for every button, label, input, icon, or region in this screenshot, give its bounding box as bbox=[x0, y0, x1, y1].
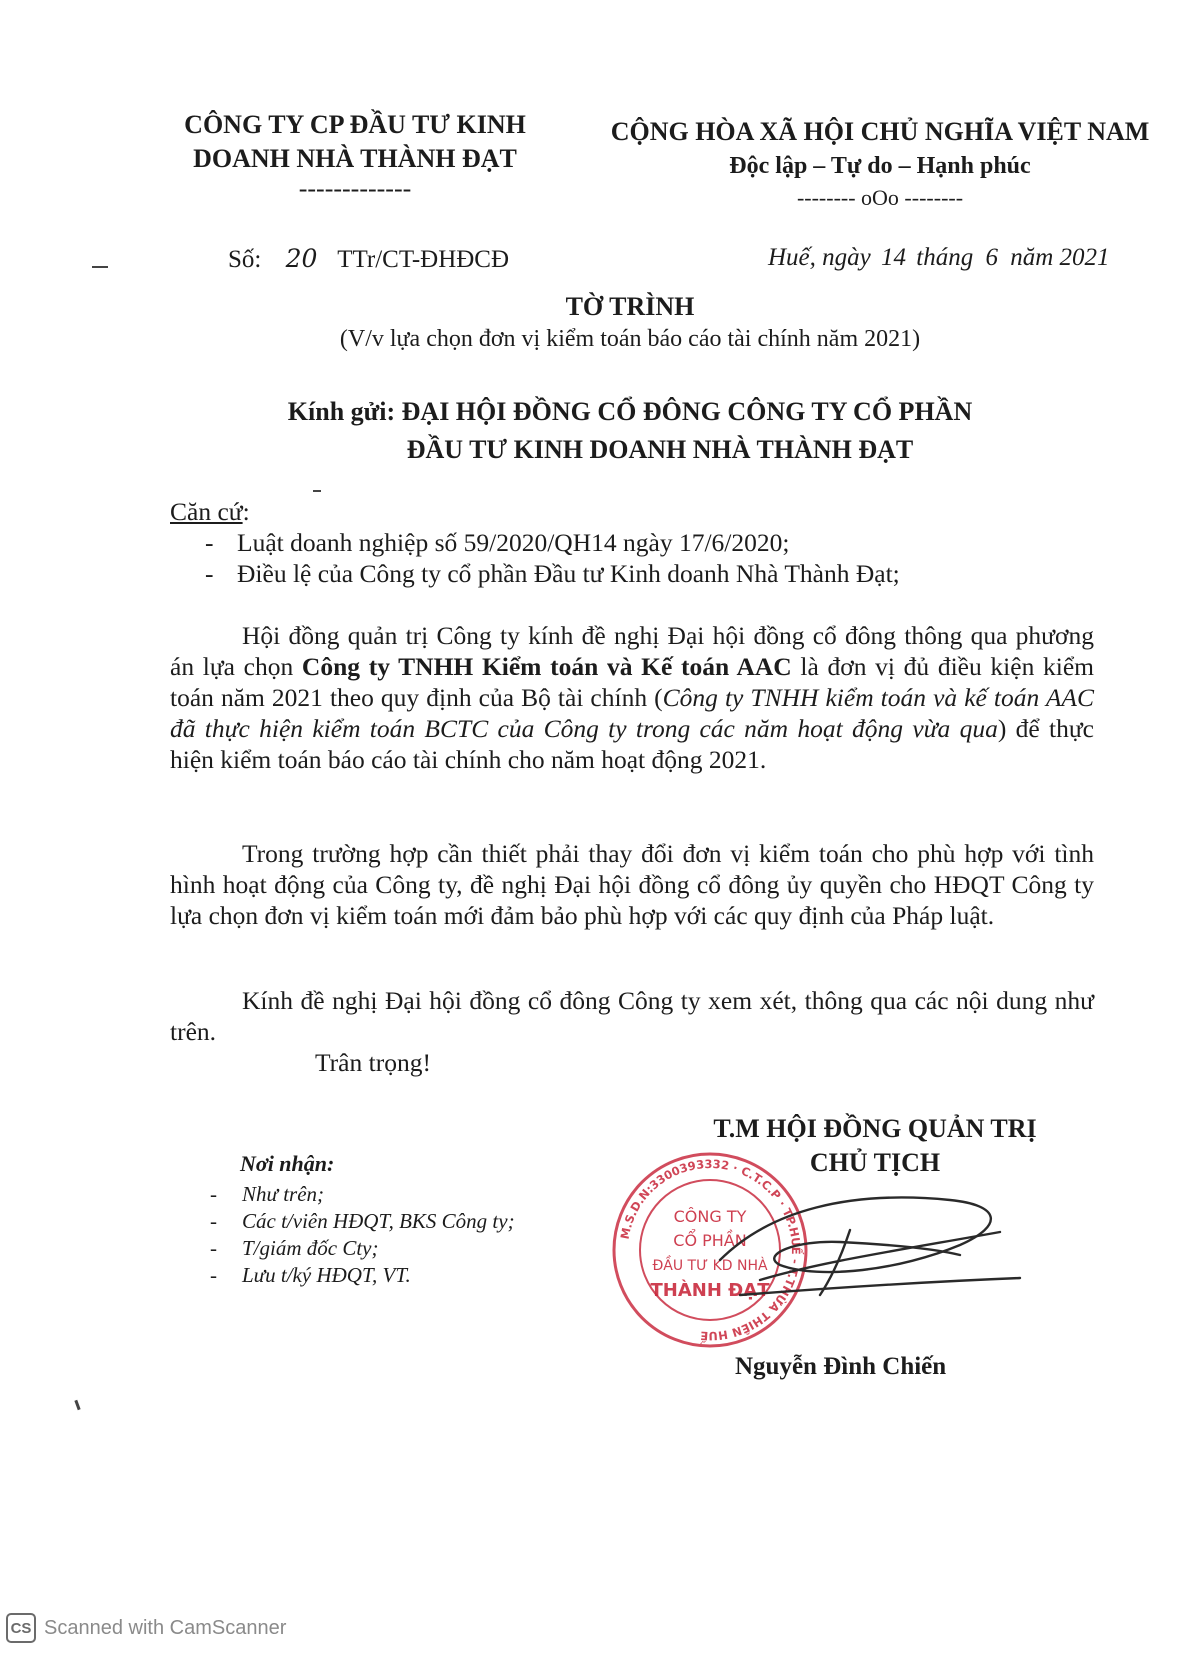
closing-remark: Trân trọng! bbox=[315, 1048, 431, 1077]
company-name-line1: CÔNG TY CP ĐẦU TƯ KINH bbox=[184, 110, 526, 139]
reference-code: TTr/CT-ĐHĐCĐ bbox=[337, 246, 510, 273]
document-subtitle: (V/v lựa chọn đơn vị kiểm toán báo cáo tài chính năm 2021) bbox=[339, 326, 921, 352]
body-paragraph-1: Hội đồng quản trị Công ty kính đề nghị Đại hội đồng cổ đông thông qua phương án lựa chọn Công ty TNHH Kiểm toán và Kế toán AAC là đơn vị đủ điều kiện kiểm toán năm 2021 theo quy định của Bộ tài chính (Công ty TNHH kiểm toán và kế toán AAC đã thực hiện kiểm toán BCTC của Công ty trong các năm hoạt động vừa qua) để thực hiện kiểm toán báo cáo tài chính cho năm hoạt động 2021. bbox=[170, 621, 1094, 774]
company-header-divider: ------------- bbox=[298, 174, 412, 203]
reference-handwritten-number: 20 bbox=[285, 244, 318, 273]
reference-label: Số: bbox=[228, 246, 262, 273]
signature-on-behalf: T.M HỘI ĐỒNG QUẢN TRỊ bbox=[713, 1114, 1037, 1143]
scan-mark bbox=[313, 490, 321, 492]
body-paragraph-2: Trong trường hợp cần thiết phải thay đổi đơn vị kiểm toán cho phù hợp với tình hình hoạt động của Công ty, đề nghị Đại hội đồng cổ đông ủy quyền cho HĐQT Công ty lựa chọn đơn vị kiểm toán mới đảm bảo phù hợp với các quy định của Pháp luật. bbox=[170, 839, 1094, 930]
motto: Độc lập – Tự do – Hạnh phúc bbox=[729, 153, 1031, 179]
scan-mark bbox=[74, 1400, 80, 1410]
national-motto-header bbox=[600, 115, 1160, 213]
auditor-note: Công ty TNHH kiểm toán và kế toán AAC đã thực hiện kiểm toán BCTC của Công ty trong các năm hoạt động vừa qua bbox=[170, 683, 1094, 743]
republic-name: CỘNG HÒA XÃ HỘI CHỦ NGHĨA VIỆT NAM bbox=[610, 117, 1150, 146]
stamp-line-2: CỔ PHẦN bbox=[673, 1231, 747, 1250]
recipient-item: - Các t/viên HĐQT, BKS Công ty; bbox=[210, 1209, 515, 1233]
basis-item: - Luật doanh nghiệp số 59/2020/QH14 ngày 17/6/2020; bbox=[205, 528, 790, 557]
motto-divider: -------- oOo -------- bbox=[796, 185, 964, 210]
camscanner-logo: CS bbox=[6, 1613, 36, 1643]
basis-heading: Căn cứ: bbox=[170, 497, 250, 526]
basis-item: - Điều lệ của Công ty cổ phần Đầu tư Kinh doanh Nhà Thành Đạt; bbox=[205, 559, 900, 588]
stamp-line-3: ĐẦU TƯ KD NHÀ bbox=[652, 1258, 768, 1274]
date-prefix: Huế, ngày bbox=[768, 244, 871, 271]
auditor-name: Công ty TNHH Kiểm toán và Kế toán AAC bbox=[301, 652, 792, 681]
date-month: 6 bbox=[985, 244, 998, 271]
recipients-section bbox=[210, 1150, 650, 1289]
basis-section bbox=[170, 496, 1090, 589]
recipient-item: - Như trên; bbox=[210, 1182, 325, 1206]
recipient-item: - T/giám đốc Cty; bbox=[210, 1236, 379, 1260]
company-name-header bbox=[160, 108, 550, 202]
signature-position: CHỦ TỊCH bbox=[809, 1148, 941, 1177]
handwritten-signature bbox=[700, 1170, 1050, 1320]
reference-number bbox=[228, 244, 509, 274]
addressee-line1: ĐẠI HỘI ĐỒNG CỔ ĐÔNG CÔNG TY CỔ PHẦN bbox=[401, 397, 973, 426]
scan-mark bbox=[92, 266, 108, 268]
date-day: 14 bbox=[881, 244, 906, 271]
camscanner-watermark bbox=[6, 1613, 286, 1643]
company-name-line2: DOANH NHÀ THÀNH ĐẠT bbox=[193, 144, 517, 173]
date-month-label: tháng bbox=[916, 244, 974, 271]
stamp-line-4: THÀNH ĐẠT bbox=[650, 1280, 770, 1301]
document-date bbox=[768, 244, 1110, 272]
stamp-ring-text: M.S.D.N:3300393332 · C.T.C.P · TP.HUẾ - T.THỪA THIÊN HUẾ bbox=[617, 1156, 804, 1344]
camscanner-text: Scanned with CamScanner bbox=[44, 1616, 287, 1639]
addressee bbox=[230, 393, 1030, 469]
document-title: TỜ TRÌNH bbox=[565, 292, 695, 321]
addressee-line2: ĐẦU TƯ KINH DOANH NHÀ THÀNH ĐẠT bbox=[406, 435, 914, 464]
addressee-label: Kính gửi: bbox=[287, 397, 396, 426]
recipients-heading: Nơi nhận: bbox=[240, 1151, 335, 1176]
body-paragraph-3: Kính đề nghị Đại hội đồng cổ đông Công ty xem xét, thông qua các nội dung như trên. bbox=[170, 986, 1094, 1046]
signatory-name: Nguyễn Đình Chiến bbox=[735, 1353, 947, 1380]
date-year: năm 2021 bbox=[1010, 244, 1110, 271]
recipient-item: - Lưu t/ký HĐQT, VT. bbox=[210, 1263, 411, 1287]
stamp-line-1: CÔNG TY bbox=[673, 1207, 747, 1226]
